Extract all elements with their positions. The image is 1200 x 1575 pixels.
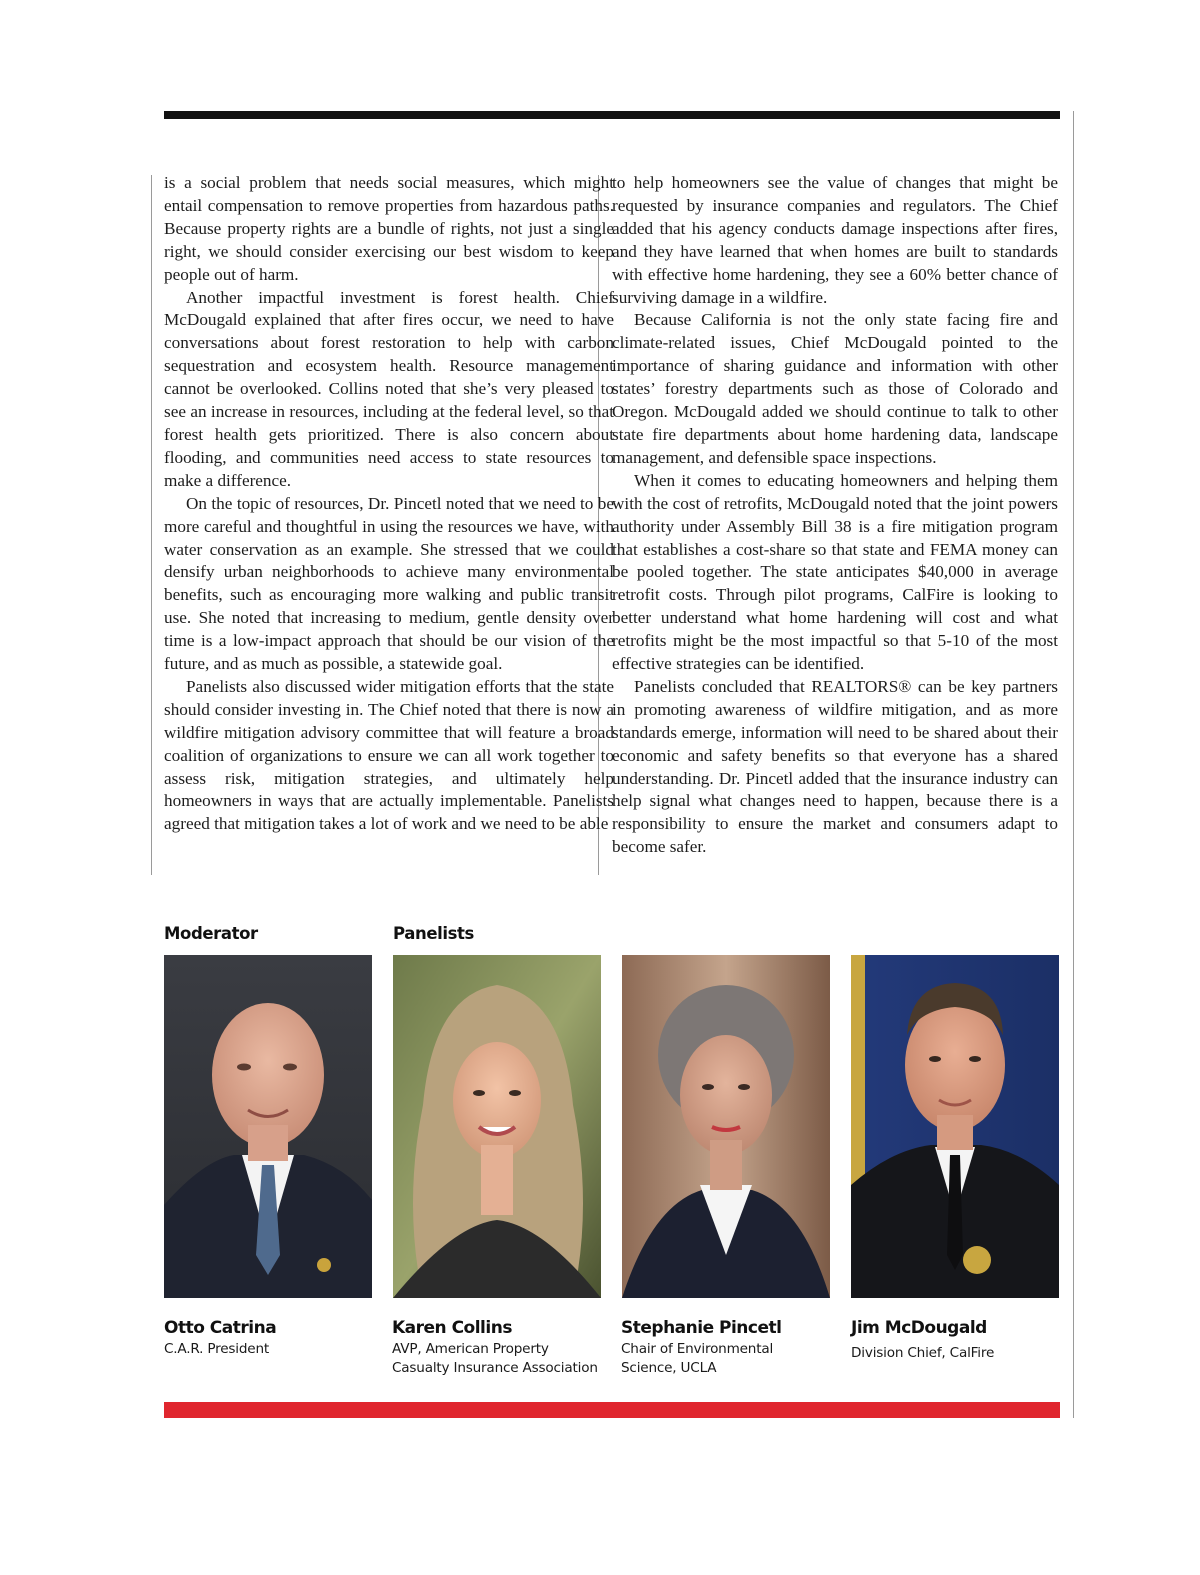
person-role: AVP, American Property Casualty Insurance Association [392,1341,598,1376]
moderator-heading: Moderator [164,924,258,943]
paragraph: is a social problem that needs social measures, which might entail compensation to remove properties from hazardous paths. Because property rights are a bundle of rights, not just a single right, we should consider exercising our best wisdom to keep people out of harm. [164,173,614,284]
portrait-image [393,955,601,1298]
left-margin-rule [151,175,152,875]
person-role: Division Chief, CalFire [851,1345,995,1361]
bottom-accent-bar [164,1402,1060,1418]
person-name: Stephanie Pincetl [621,1318,782,1338]
paragraph: Panelists also discussed wider mitigation efforts that the state should consider investing in. The Chief noted that there is now a wildfire mitigation advisory committee that will feature a broad coalition of organizations to ensure we can all work together to assess risk, mitigation strategies, and ultimately help homeowners in ways that are actually implementable. Panelists agreed that mitigation takes a lot of work and we need to be able [164,676,614,834]
article-left-column [164,172,614,836]
portrait-image [164,955,372,1298]
panelists-heading: Panelists [393,924,474,943]
panelist-photo-mcdougald [851,955,1059,1298]
portrait-image [622,955,830,1298]
person-role: Chair of Environmental Science, UCLA [621,1341,774,1376]
person-role: C.A.R. President [164,1341,270,1357]
paragraph: On the topic of resources, Dr. Pincetl noted that we need to be more careful and thoughtful in using the resources we have, with water conservation as an example. She stressed that we could densify urban neighborhoods to achieve many environmental benefits, such as encouraging more walking and public transit use. She noted that increasing to medium, gentle density over time is a low-impact approach that should be our vision of the future, and as much as possible, a statewide goal. [164,493,614,674]
panelist-photo-collins [393,955,601,1298]
portrait-image [851,955,1059,1298]
panelist-photo-pincetl [622,955,830,1298]
person-name: Karen Collins [392,1318,512,1338]
paragraph: Because California is not the only state facing fire and climate-related issues, Chief McDougald pointed to the importance of sharing guidance and information with other states’ forestry departments such as those of Colorado and Oregon. McDougald added we should continue to talk to other state fire departments about home hardening data, landscape management, and defensible space inspections. [612,310,1058,467]
moderator-photo [164,955,372,1298]
paragraph: When it comes to educating homeowners and helping them with the cost of retrofits, McDougald noted that the joint powers authority under Assembly Bill 38 is a fire mitigation program that establishes a cost-share so that state and FEMA money can be pooled together. The state anticipates $40,000 in average retrofit costs. Through pilot programs, CalFire is looking to better understand what home hardening will cost and what retrofits might be the most impactful so that 5-10 of the most effective strategies can be identified. [612,470,1058,674]
person-name: Jim McDougald [851,1318,987,1338]
paragraph: Panelists concluded that REALTORS® can be key partners in promoting awareness of wildfire mitigation, and as more standards emerge, information will need to be shared about their economic and safety benefits so that everyone has a shared understanding. Dr. Pincetl added that the insurance industry can help signal what changes need to happen, because there is a responsibility to ensure the market and consumers adapt to become safer. [612,676,1058,857]
paragraph: Another impactful investment is forest health. Chief McDougald explained that after fires occur, we need to have conversations about forest restoration to help with carbon sequestration and ecosystem health. Resource management cannot be overlooked. Collins noted that she’s very pleased to see an increase in resources, including at the federal level, so that forest health gets prioritized. There is also concern about flooding, and communities need access to state resources to make a difference. [164,287,614,490]
top-rule [164,111,1060,119]
paragraph: to help homeowners see the value of changes that might be requested by insurance companies and regulators. The Chief added that his agency conducts damage inspections after fires, and they have learned that when homes are built to standards with effective home hardening, they see a 60% better chance of surviving damage in a wildfire. [612,173,1058,307]
page-edge-rule [1073,111,1074,1418]
person-name: Otto Catrina [164,1318,277,1338]
article-right-column [612,172,1058,859]
